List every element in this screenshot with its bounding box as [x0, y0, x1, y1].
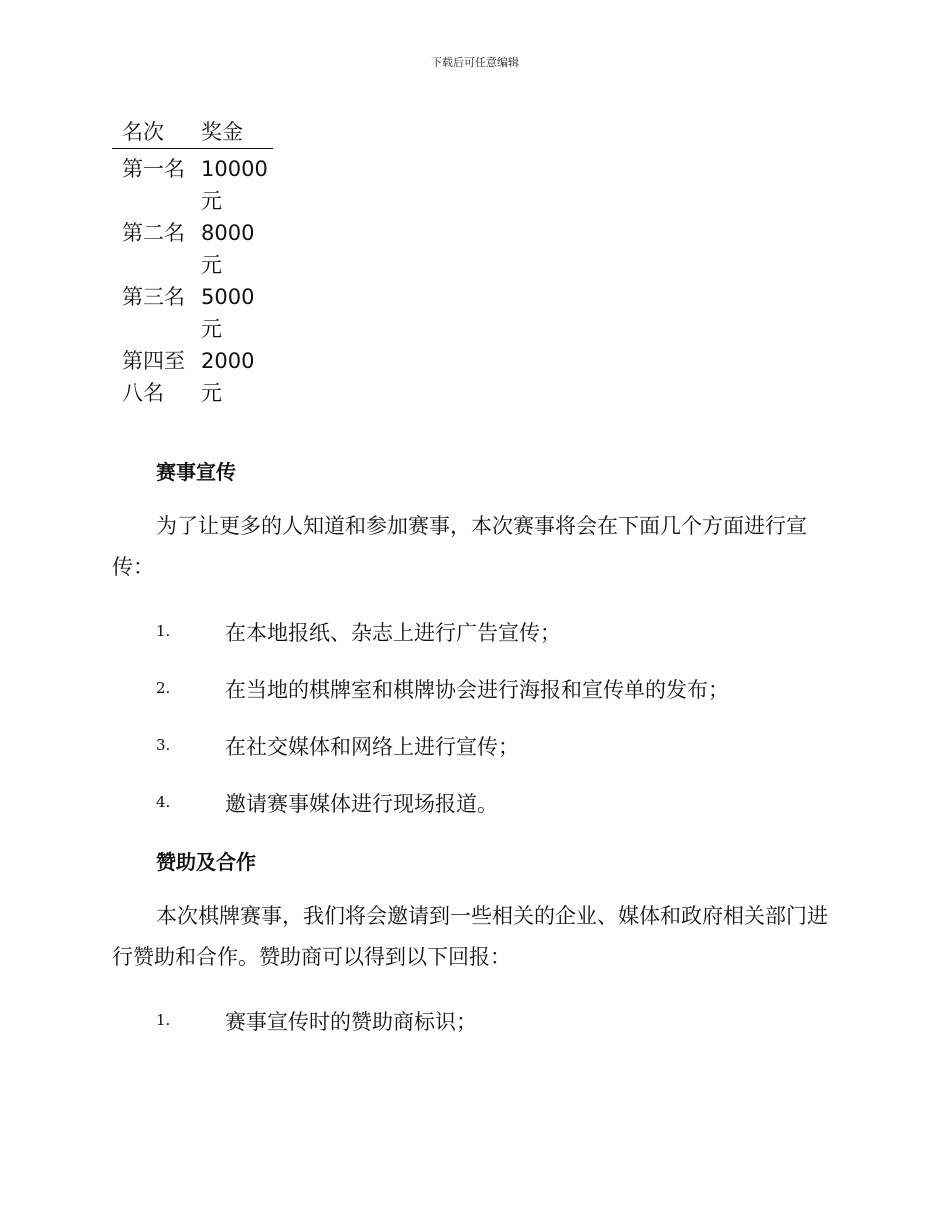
- table-row: [112, 345, 273, 409]
- sponsorship-intro: 本次棋牌赛事，我们将会邀请到一些相关的企业、媒体和政府相关部门进行赞助和合作。赞助商可以得到以下回报：: [112, 904, 828, 969]
- list-text: 在社交媒体和网络上进行宣传；: [225, 735, 519, 759]
- prize-table: [112, 116, 273, 409]
- list-number: 4.: [156, 793, 171, 811]
- list-text: 赛事宣传时的赞助商标识；: [225, 1010, 477, 1034]
- list-text: 在当地的棋牌室和棋牌协会进行海报和宣传单的发布；: [225, 678, 729, 702]
- column-header-amount: 奖金: [190, 116, 273, 149]
- section-title-sponsorship: 赞助及合作: [156, 850, 256, 874]
- table-row: [112, 281, 273, 345]
- rank-cell: 第三名: [122, 285, 185, 309]
- list-number: 2.: [156, 679, 171, 697]
- amount-cell: 8000元: [201, 221, 255, 277]
- list-number: 1.: [156, 622, 171, 640]
- rank-cell: 第四至八名: [122, 349, 185, 405]
- table-row: [112, 217, 273, 281]
- rank-cell: 第二名: [122, 221, 185, 245]
- promotion-intro: 为了让更多的人知道和参加赛事，本次赛事将会在下面几个方面进行宣传：: [112, 514, 807, 579]
- table-header-row: [112, 116, 273, 149]
- list-text: 在本地报纸、杂志上进行广告宣传；: [225, 621, 561, 645]
- list-number: 3.: [156, 736, 171, 754]
- table-row: [112, 149, 273, 218]
- list-number: 1.: [156, 1011, 171, 1029]
- list-text: 邀请赛事媒体进行现场报道。: [225, 792, 498, 816]
- page-header: 下载后可任意编辑: [431, 56, 519, 69]
- rank-cell: 第一名: [122, 157, 185, 181]
- column-header-rank: 名次: [112, 116, 190, 149]
- section-title-promotion: 赛事宣传: [156, 460, 236, 484]
- amount-cell: 10000元: [201, 157, 268, 213]
- amount-cell: 5000元: [201, 285, 255, 341]
- amount-cell: 2000元: [201, 349, 255, 405]
